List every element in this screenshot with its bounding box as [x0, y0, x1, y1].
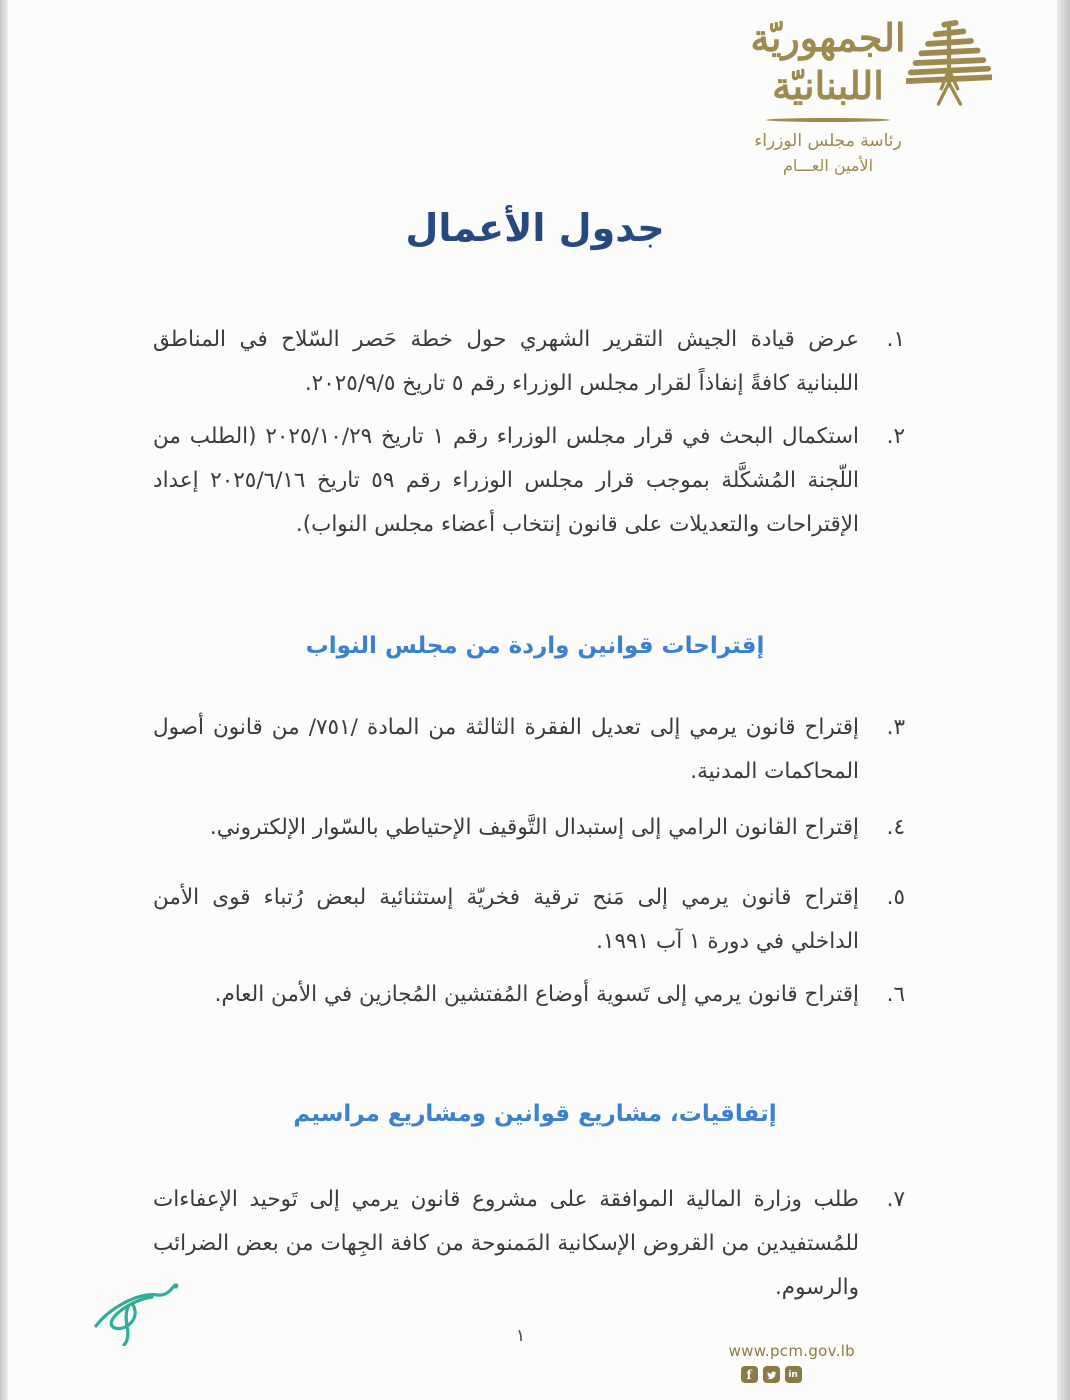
agenda-item-6	[153, 973, 905, 1017]
agenda-item-7	[153, 1178, 905, 1310]
document-footer	[729, 1342, 855, 1383]
linkedin-icon: in	[785, 1366, 802, 1383]
item-text: استكمال البحث في قرار مجلس الوزراء رقم ١ تاريخ ٢٠٢٥/١٠/٢٩ (الطلب من اللّجنة المُشكَّلة بموجب قرار مجلس الوزراء رقم ٥٩ تاريخ ٢٠٢٥/٦/١٦ إعداد الإقتراحات والتعديلات على قانون إنتخاب أعضاء مجلس النواب).	[153, 424, 859, 537]
page-number: ١	[516, 1326, 526, 1346]
emblem-divider	[766, 118, 890, 122]
item-text: إقتراح قانون يرمي إلى مَنح ترقية فخريّة إستثنائية لبعض رُتباء قوى الأمن الداخلي في دورة ١ آب ١٩٩١.	[153, 885, 859, 954]
item-number: ١.	[886, 327, 905, 352]
facebook-icon: f	[741, 1366, 758, 1383]
item-number: ٧.	[886, 1187, 905, 1212]
page-title: جدول الأعمال	[405, 206, 665, 250]
agenda-item-5	[153, 876, 905, 964]
item-number: ٤.	[886, 815, 905, 840]
item-number: ٢.	[886, 424, 905, 449]
agenda-item-4	[153, 806, 905, 850]
item-number: ٣.	[886, 715, 905, 740]
agenda-item-3	[153, 706, 905, 794]
republic-emblem	[750, 14, 992, 178]
item-text: عرض قيادة الجيش التقرير الشهري حول خطة حَصر السّلاح في المناطق اللبنانية كافةً إنفاذاً لقرار مجلس الوزراء رقم ٥ تاريخ ٢٠٢٥/٩/٥.	[153, 327, 859, 396]
item-number: ٥.	[886, 885, 905, 910]
item-text: إقتراح قانون يرمي إلى تعديل الفقرة الثالثة من المادة /٧٥١/ من قانون أصول المحاكمات المدنية.	[153, 715, 859, 784]
item-number: ٦.	[886, 982, 905, 1007]
website-url: www.pcm.gov.lb	[728, 1342, 855, 1360]
agenda-item-2	[153, 415, 905, 547]
handwritten-signature-mark	[88, 1276, 193, 1346]
secretary-general-label: الأمين العـــام	[782, 156, 874, 175]
republic-title-line1: الجمهوريّة	[750, 15, 906, 60]
item-text: طلب وزارة المالية الموافقة على مشروع قانون يرمي إلى تَوحيد الإعفاءات للمُستفيدين من القروض الإسكانية المَمنوحة من كافة الجِهات من بعض الضرائب والرسوم.	[153, 1187, 859, 1300]
twitter-icon	[763, 1366, 780, 1383]
org-name: رئاسة مجلس الوزراء	[754, 131, 902, 151]
section-heading-laws-from-parliament: إقتراحات قوانين واردة من مجلس النواب	[305, 633, 765, 659]
republic-title	[750, 14, 905, 110]
section-heading-agreements-bills-decrees: إتفاقيات، مشاريع قوانين ومشاريع مراسيم	[293, 1101, 777, 1127]
republic-title-line2: اللبنانيّة	[772, 63, 884, 108]
item-text: إقتراح قانون يرمي إلى تَسوية أوضاع المُفتشين المُجازين في الأمن العام.	[214, 982, 859, 1007]
agenda-item-1	[153, 318, 905, 406]
social-icons-row	[741, 1366, 802, 1383]
item-text: إقتراح القانون الرامي إلى إستبدال التَّوقيف الإحتياطي بالسّوار الإلكتروني.	[209, 815, 859, 840]
cedar-tree-icon	[906, 14, 992, 110]
